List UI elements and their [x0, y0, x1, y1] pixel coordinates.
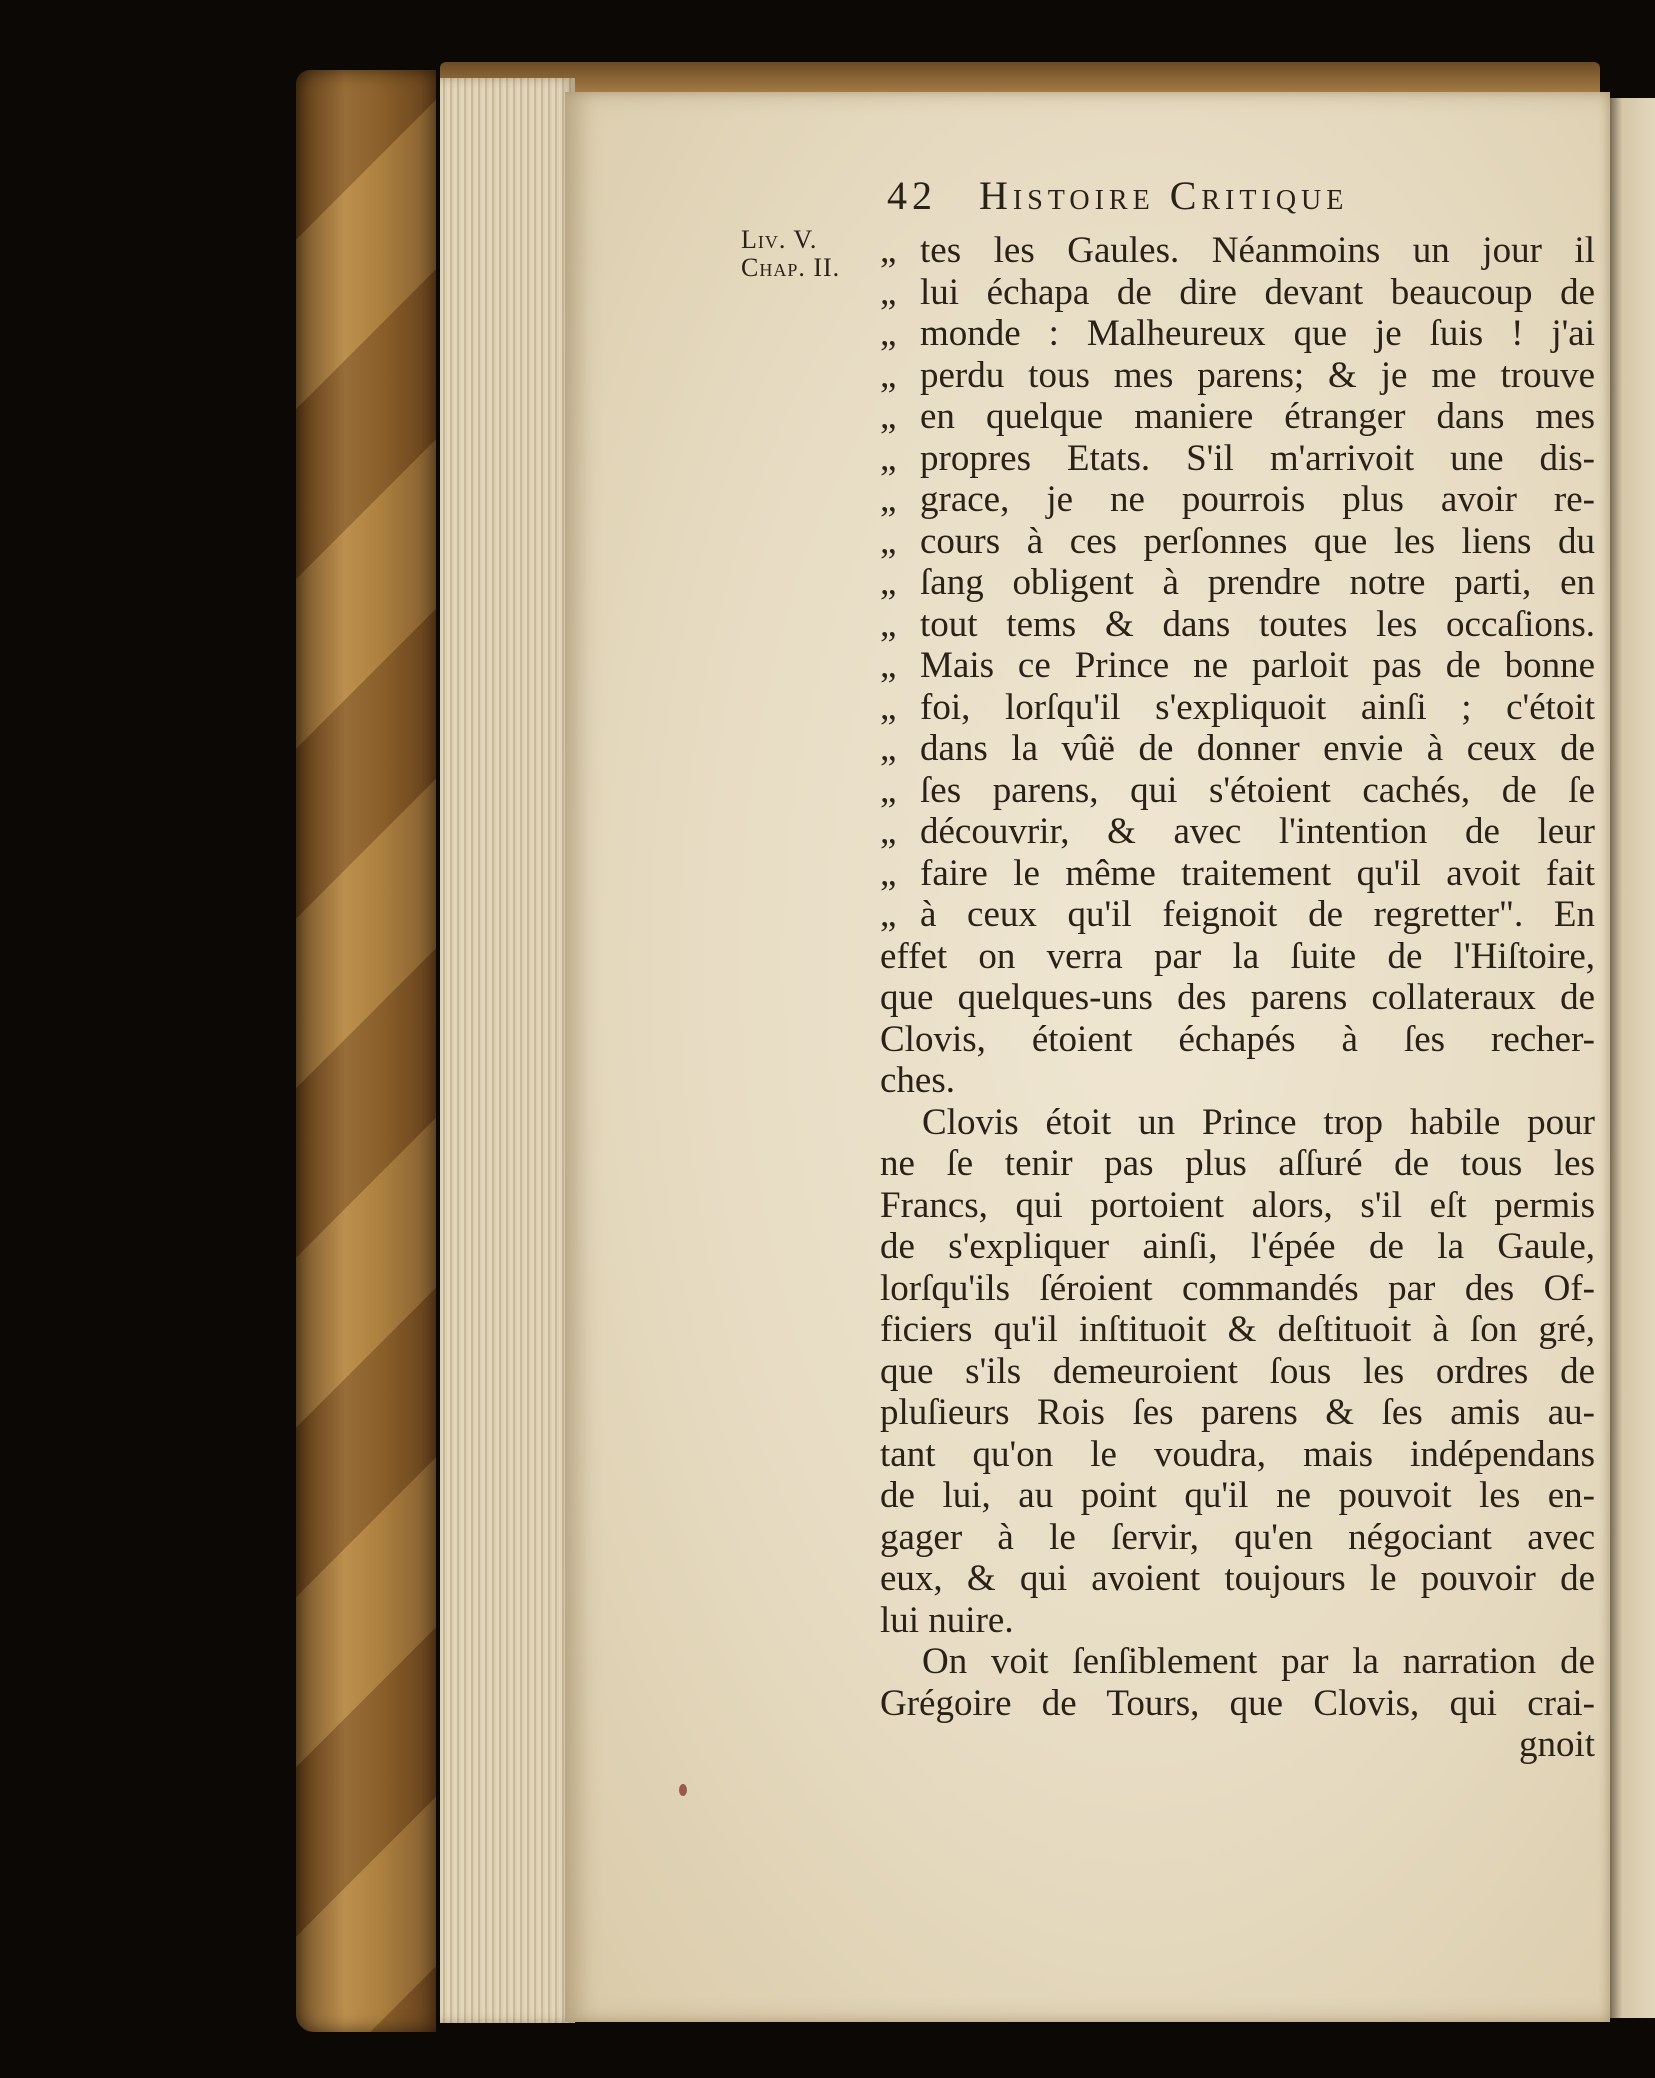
text-line: [880, 396, 1595, 438]
text-line: [880, 1392, 1595, 1434]
text-line: [880, 811, 1595, 853]
body-text: [880, 230, 1595, 1766]
text-line: [880, 562, 1595, 604]
text-line: [880, 1351, 1595, 1393]
text-line: [880, 1185, 1595, 1227]
book-binding: [296, 70, 436, 2032]
text-line: [880, 853, 1595, 895]
cover-top-edge: [440, 62, 1600, 92]
line-text: tes les Gaules. Néanmoins un jour il: [920, 230, 1595, 271]
line-text: Grégoire de Tours, que Clovis, qui crai-: [880, 1682, 1595, 1724]
text-line: [880, 770, 1595, 812]
quote-mark: „: [880, 271, 897, 313]
quote-mark: „: [880, 479, 897, 520]
text-line: [880, 521, 1595, 563]
text-line: [880, 687, 1595, 729]
text-line: [880, 1268, 1595, 1310]
running-head: [887, 172, 1587, 232]
line-text: propres Etats. S'il m'arrivoit une dis-: [920, 437, 1595, 479]
line-text: en quelque maniere étranger dans mes: [920, 396, 1595, 437]
ink-spot: [679, 1784, 687, 1796]
quote-mark: „: [880, 520, 897, 562]
line-text: ne ſe tenir pas plus aſſuré de tous les: [880, 1143, 1595, 1184]
line-text: Francs, qui portoient alors, s'il eſt permis: [880, 1184, 1595, 1226]
quote-mark: „: [880, 852, 897, 894]
quote-mark: „: [880, 603, 897, 645]
text-line: [880, 936, 1595, 978]
text-line: [880, 1019, 1595, 1061]
line-text: à ceux qu'il feignoit de regretter". En: [920, 894, 1595, 935]
text-line: [880, 230, 1595, 272]
text-line: [880, 1475, 1595, 1517]
text-line: [880, 313, 1595, 355]
page-number: 42: [887, 173, 937, 218]
line-text: que quelques-uns des parens collateraux de: [880, 977, 1595, 1018]
line-text: monde : Malheureux que je ſuis ! j'ai: [920, 313, 1595, 354]
line-text: effet on verra par la ſuite de l'Hiſtoire,: [880, 935, 1595, 977]
quote-mark: „: [880, 811, 897, 852]
line-text: ſang obligent à prendre notre parti, en: [920, 562, 1595, 603]
text-line: [880, 479, 1595, 521]
line-text: de lui, au point qu'il ne pouvoit les en-: [880, 1475, 1595, 1516]
running-title: Histoire Critique: [979, 173, 1349, 218]
line-text: dans la vûë de donner envie à ceux de: [920, 728, 1595, 769]
text-line: [880, 977, 1595, 1019]
line-text: grace, je ne pourrois plus avoir re-: [920, 479, 1595, 520]
text-line: [880, 1641, 1595, 1683]
quote-mark: „: [880, 230, 897, 271]
book-page: [565, 92, 1610, 2022]
line-text: On voit ſenſiblement par la narration de: [922, 1641, 1595, 1682]
line-text: lorſqu'ils ſéroient commandés par des Of-: [880, 1267, 1595, 1309]
line-text: tout tems & dans toutes les occaſions.: [920, 603, 1595, 645]
text-line: [880, 1226, 1595, 1268]
text-line: [880, 1600, 1595, 1642]
text-line: [880, 604, 1595, 646]
line-text: ſes parens, qui s'étoient cachés, de ſe: [920, 769, 1595, 811]
line-text: tant qu'on le voudra, mais indépendans: [880, 1433, 1595, 1475]
line-text: Clovis, étoient échapés à ſes recher-: [880, 1018, 1595, 1060]
text-line: [880, 1309, 1595, 1351]
line-text: gnoit: [1518, 1724, 1595, 1765]
text-line: [880, 1683, 1595, 1725]
line-text: foi, lorſqu'il s'expliquoit ainſi ; c'étoit: [920, 686, 1595, 728]
margin-note: [741, 226, 881, 282]
line-text: ficiers qu'il inſtituoit & deſtituoit à ſon gré,: [880, 1309, 1595, 1350]
line-text: lui échapa de dire devant beaucoup de: [920, 271, 1595, 313]
line-text: pluſieurs Rois ſes parens & ſes amis au-: [880, 1392, 1595, 1433]
quote-mark: „: [880, 769, 897, 811]
quote-mark: „: [880, 396, 897, 437]
line-text: ches.: [880, 1060, 955, 1101]
line-text: Mais ce Prince ne parloit pas de bonne: [920, 645, 1595, 686]
line-text: perdu tous mes parens; & je me trouve: [920, 354, 1595, 396]
quote-mark: „: [880, 686, 897, 728]
quote-mark: „: [880, 313, 897, 354]
quote-mark: „: [880, 437, 897, 479]
line-text: découvrir, & avec l'intention de leur: [920, 811, 1595, 852]
line-text: faire le même traitement qu'il avoit fait: [920, 852, 1595, 894]
page-edges: [440, 78, 575, 2023]
quote-mark: „: [880, 894, 897, 935]
quote-mark: „: [880, 645, 897, 686]
line-text: lui nuire.: [880, 1599, 1014, 1641]
catchword: [880, 1724, 1595, 1766]
text-line: [880, 355, 1595, 397]
text-line: [880, 272, 1595, 314]
text-line: [880, 438, 1595, 480]
line-text: que s'ils demeuroient ſous les ordres de: [880, 1350, 1595, 1392]
text-line: [880, 1143, 1595, 1185]
line-text: cours à ces perſonnes que les liens du: [920, 520, 1595, 562]
text-line: [880, 1060, 1595, 1102]
text-line: [880, 1102, 1595, 1144]
quote-mark: „: [880, 562, 897, 603]
text-line: [880, 645, 1595, 687]
line-text: gager à le ſervir, qu'en négociant avec: [880, 1516, 1595, 1558]
margin-note-chapter: Chap. II.: [741, 253, 841, 282]
line-text: eux, & qui avoient toujours le pouvoir de: [880, 1558, 1595, 1599]
quote-mark: „: [880, 728, 897, 769]
quote-mark: „: [880, 354, 897, 396]
text-line: [880, 728, 1595, 770]
text-line: [880, 1517, 1595, 1559]
line-text: de s'expliquer ainſi, l'épée de la Gaule,: [880, 1226, 1595, 1267]
margin-note-book: Liv. V.: [741, 225, 818, 254]
line-text: Clovis étoit un Prince trop habile pour: [922, 1101, 1595, 1143]
text-line: [880, 1558, 1595, 1600]
text-line: [880, 1434, 1595, 1476]
text-line: [880, 894, 1595, 936]
